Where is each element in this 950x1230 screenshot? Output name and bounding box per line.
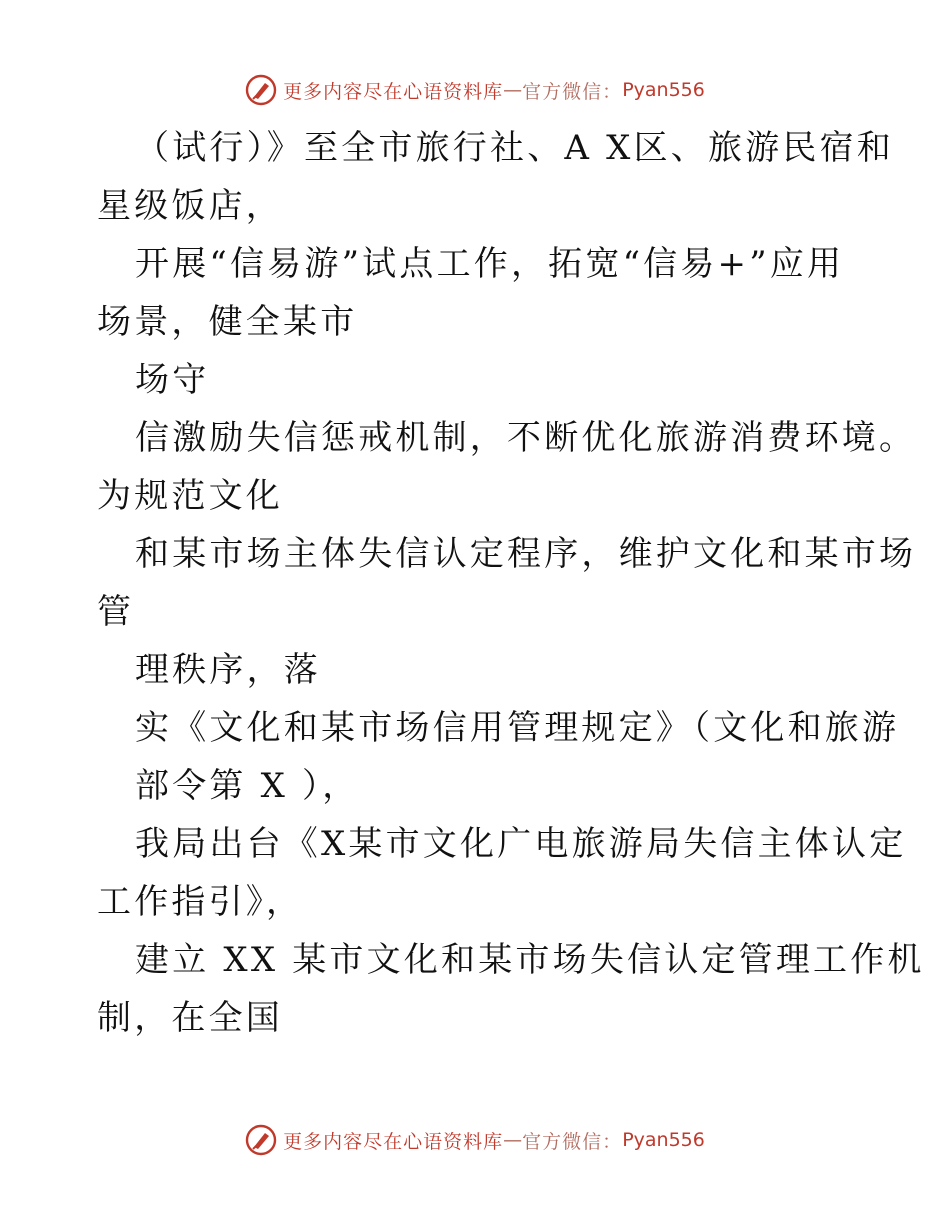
watermark-dash: — [503,1129,523,1151]
text-line: 实《文化和某市场信用管理规定》（文化和旅游 [135,708,900,748]
text-line: 理秩序，落 [135,650,321,690]
text-line: 场守 [135,360,210,400]
text-line: 星级饭店， [97,186,283,226]
text-line: 信激励失信惩戒机制，不断优化旅游消费环境。 [135,418,917,458]
text-line: 管 [97,592,135,632]
text-line: 建立 XX 某市文化和某市场失信认定管理工作机 [135,940,925,980]
watermark-wechat-label: 官方微信： [522,80,623,103]
text-line: 制，在全国 [97,998,283,1038]
watermark-dash: — [503,79,523,101]
watermark-wechat-label: 官方微信： [522,1130,623,1153]
text-line: 和某市场主体失信认定程序，维护文化和某市场 [135,534,917,574]
header-watermark [0,70,950,110]
text-line: 为规范文化 [97,476,283,516]
watermark-title: 更多内容尽在心语资料库 [283,80,504,103]
watermark-wechat-id: Pyan556 [622,79,705,101]
watermark-wechat-id: Pyan556 [622,1129,705,1151]
quill-logo-icon [245,1124,277,1156]
watermark-title: 更多内容尽在心语资料库 [283,1130,504,1153]
footer-watermark [0,1120,950,1160]
text-line: 开展“信易游”试点工作，拓宽“信易+”应用 [135,244,845,284]
text-line: 场景，健全某市 [97,302,358,342]
text-line: 工作指引》， [97,882,304,922]
text-line: 我局出台《X某市文化广电旅游局失信主体认定 [135,824,907,864]
quill-logo-icon [245,74,277,106]
text-line: 部令第 X ）， [135,766,360,806]
text-line: （试行）》至全市旅行社、A X区、旅游民宿和 [135,128,894,168]
